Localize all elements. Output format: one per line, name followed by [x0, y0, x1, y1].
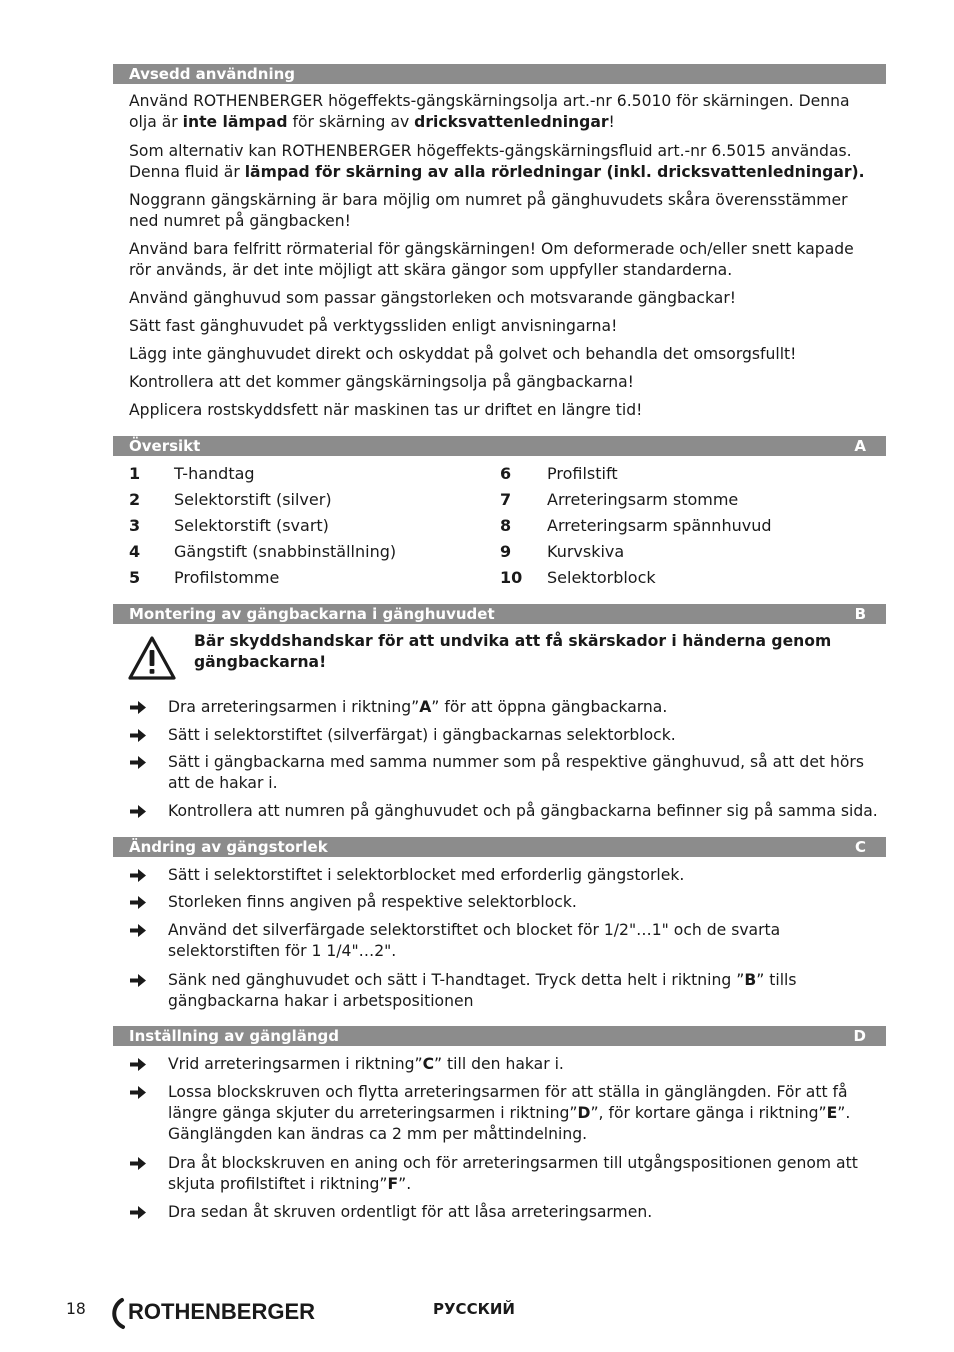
figure-letter: C — [854, 838, 866, 856]
arrow-right-icon — [129, 923, 147, 938]
item-label: Arreteringsarm stomme — [547, 490, 739, 509]
language-label: РУССКИЙ — [433, 1300, 515, 1318]
paragraph: Sätt fast gänghuvudet på verktygssliden enligt anvisningarna! — [129, 317, 618, 335]
text: ”. — [398, 1175, 412, 1193]
paragraph: Kontrollera att det kommer gängskärningsolja på gängbackarna! — [129, 373, 634, 391]
brand-text: ROTHENBERGER — [128, 1299, 316, 1324]
list-item-text — [168, 1054, 880, 1075]
item-label: Profilstomme — [174, 568, 280, 587]
text: ” tills gängbackarna hakar i arbetspositionen — [168, 971, 797, 1010]
item-label: Selektorblock — [547, 568, 656, 587]
warning-triangle-icon — [127, 635, 177, 681]
arrow-right-icon — [129, 1057, 147, 1072]
text: Dra arreteringsarmen i riktning” — [168, 698, 420, 716]
text: ! — [608, 113, 615, 131]
list-item-text: Använd det silverfärgade selektorstiftet och blocket för 1/2"…1" och de svarta selektorstiften för 1 1/4"…2". — [168, 921, 781, 960]
text: ”. Gänglängden kan ändras ca 2 mm per måttindelning. — [168, 1104, 851, 1143]
item-number: 8 — [500, 516, 512, 535]
arrow-right-icon — [129, 728, 147, 743]
arrow-right-icon — [129, 868, 147, 883]
arrow-right-icon — [129, 804, 147, 819]
list-item-text — [168, 1153, 880, 1195]
text: ”, för kortare gänga i riktning” — [590, 1104, 827, 1122]
paragraph: Använd bara felfritt rörmaterial för gängskärningen! Om deformerade och/eller snett kapade rör används, är det inte möjligt att skära gängor som uppfyller standarderna. — [129, 240, 854, 279]
bold-text: E — [826, 1104, 838, 1122]
item-label: Selektorstift (svart) — [174, 516, 329, 535]
paragraph: Noggrann gängskärning är bara möjlig om numret på gänghuvudets skåra överensstämmer ned numret på gängbacken! — [129, 191, 848, 230]
item-label: Selektorstift (silver) — [174, 490, 332, 509]
text: Använd ROTHENBERGER högeffekts-gängskärningsolja art.-nr 6.5010 för skärningen. Denna olja är — [129, 92, 850, 131]
bold-text: A — [419, 698, 432, 716]
section-title: Översikt — [129, 437, 201, 455]
list-item-text: Sätt i selektorstiftet (silverfärgat) i gängbackarnas selektorblock. — [168, 726, 676, 744]
item-number: 9 — [500, 542, 512, 561]
bold-text: D — [577, 1104, 591, 1122]
paragraph: Applicera rostskyddsfett när maskinen tas ur driftet en längre tid! — [129, 401, 643, 419]
section-header-mounting — [113, 604, 886, 624]
arrow-right-icon — [129, 1085, 147, 1100]
item-number: 4 — [129, 542, 141, 561]
bold-text: F — [387, 1175, 399, 1193]
section-title: Inställning av gänglängd — [129, 1027, 340, 1045]
bold-text: dricksvattenledningar — [414, 113, 609, 131]
arrow-right-icon — [129, 1205, 147, 1220]
text: ” för att öppna gängbackarna. — [431, 698, 668, 716]
list-item-text: Sätt i selektorstiftet i selektorblocket med erforderlig gängstorlek. — [168, 866, 685, 884]
list-item-text — [168, 970, 880, 1012]
paragraph: Lägg inte gänghuvudet direkt och oskyddat på golvet och behandla det omsorgsfullt! — [129, 345, 797, 363]
section-title: Ändring av gängstorlek — [129, 838, 328, 856]
figure-letter: D — [853, 1027, 866, 1045]
item-label: Gängstift (snabbinställning) — [174, 542, 397, 561]
text: Vrid arreteringsarmen i riktning” — [168, 1055, 423, 1073]
text: Som alternativ kan ROTHENBERGER högeffekts-gängskärningsfluid art.-nr 6.5015 användas. Denna fluid är — [129, 142, 852, 181]
item-number: 2 — [129, 490, 141, 509]
item-number: 6 — [500, 464, 512, 483]
page-number: 18 — [66, 1300, 86, 1318]
rothenberger-logo — [106, 1294, 346, 1330]
section-title: Montering av gängbackarna i gänghuvudet — [129, 605, 495, 623]
text: för skärning av — [287, 113, 415, 131]
item-label: Profilstift — [547, 464, 618, 483]
item-label: Arreteringsarm spännhuvud — [547, 516, 772, 535]
item-number: 10 — [500, 568, 523, 587]
bold-text: C — [422, 1055, 435, 1073]
bold-text: inte lämpad — [182, 113, 288, 131]
text: ” till den hakar i. — [434, 1055, 564, 1073]
item-number: 3 — [129, 516, 141, 535]
list-item-text: Dra sedan åt skruven ordentligt för att låsa arreteringsarmen. — [168, 1203, 653, 1221]
arrow-right-icon — [129, 973, 147, 988]
list-item-text: Kontrollera att numren på gänghuvudet och på gängbackarna befinner sig på samma sida. — [168, 802, 878, 820]
figure-letter: B — [854, 605, 866, 623]
text: Sänk ned gänghuvudet och sätt i T-handtaget. Tryck detta helt i riktning ” — [168, 971, 745, 989]
list-item-text — [168, 697, 880, 718]
arrow-right-icon — [129, 895, 147, 910]
section-title: Avsedd användning — [129, 65, 296, 83]
figure-letter: A — [854, 437, 866, 455]
paragraph — [129, 91, 879, 133]
section-header-intended-use — [113, 64, 886, 84]
warning-text: Bär skyddshandskar för att undvika att få skärskador i händerna genom gängbackarna! — [194, 632, 832, 671]
paragraph: Använd gänghuvud som passar gängstorleken och motsvarande gängbackar! — [129, 289, 736, 307]
list-item-text: Sätt i gängbackarna med samma nummer som på respektive gänghuvud, så att det hörs att de hakar i. — [168, 753, 864, 792]
section-header-size-change — [113, 837, 886, 857]
text: Lossa blockskruven och flytta arreteringsarmen för att ställa in gänglängden. För att få längre gänga skjuter du arreteringsarmen i riktning” — [168, 1083, 848, 1122]
paragraph — [129, 141, 879, 183]
list-item-text: Storleken finns angiven på respektive selektorblock. — [168, 893, 577, 911]
list-item-text — [168, 1082, 880, 1145]
section-header-length-setting — [113, 1026, 886, 1046]
bold-text: lämpad för skärning av alla rörledningar (inkl. dricksvattenledningar). — [244, 163, 865, 181]
arrow-right-icon — [129, 755, 147, 770]
arrow-right-icon — [129, 1156, 147, 1171]
text: Dra åt blockskruven en aning och för arreteringsarmen till utgångspositionen genom att skjuta profilstiftet i riktning” — [168, 1154, 858, 1193]
section-header-overview — [113, 436, 886, 456]
item-number: 1 — [129, 464, 141, 483]
item-number: 5 — [129, 568, 141, 587]
item-label: T-handtag — [174, 464, 255, 483]
arrow-right-icon — [129, 700, 147, 715]
bold-text: B — [744, 971, 757, 989]
item-label: Kurvskiva — [547, 542, 625, 561]
item-number: 7 — [500, 490, 512, 509]
